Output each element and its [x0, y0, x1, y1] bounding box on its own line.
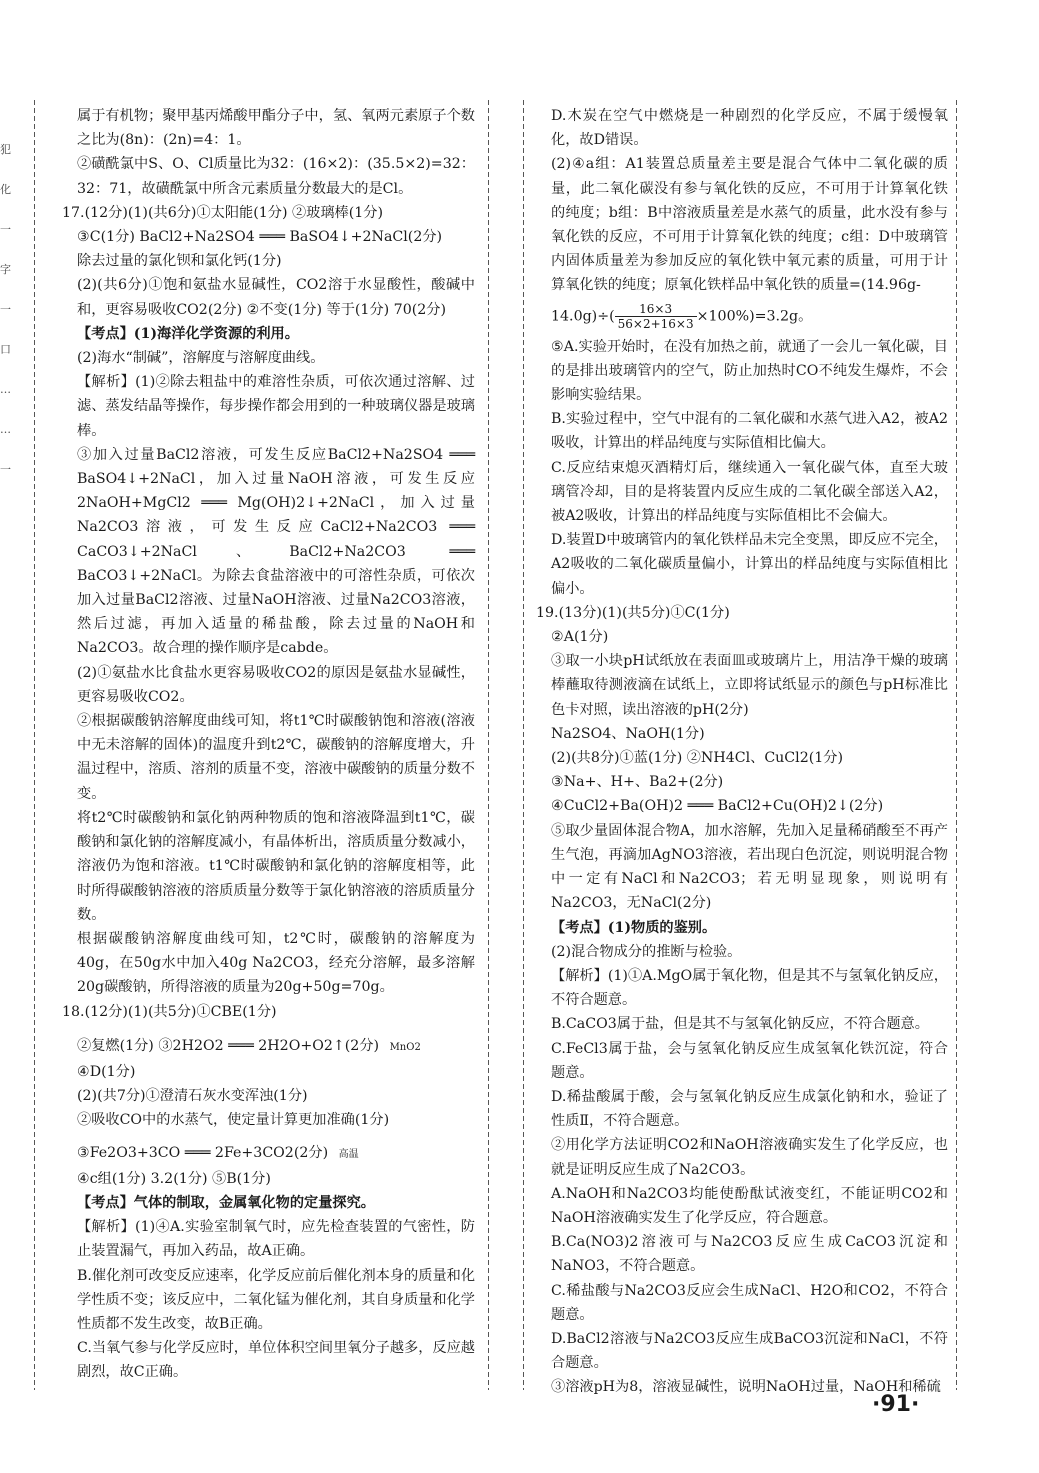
- jiexi-paragraph: B.CaCO3属于盐，但是其不与氢氧化钠反应，不符合题意。: [551, 1016, 929, 1033]
- margin-glyph: 字: [0, 263, 11, 276]
- jiexi-paragraph: ③溶液pH为8，溶液显碱性，说明NaOH过量，NaOH和稀硫: [551, 1379, 941, 1396]
- jiexi-paragraph: A.NaOH和Na2CO3均能使酚酞试液变红，不能证明CO2和NaOH溶液确实发生了化学反应，符合题意。: [551, 1185, 948, 1226]
- margin-glyph: 一: [0, 463, 11, 476]
- fraction-tail: ×100%)=3.2g。: [696, 308, 813, 325]
- margin-glyph: 犯: [0, 143, 11, 156]
- text-line: (2)④a组：A1装置总质量差主要是混合气体中二氧化碳的质量，此二氧化碳没有参与氧化铁的反应，不可用于计算氧化铁的纯度；b组：B中溶液质量差是水蒸气的质量，此水没有参与氧化铁的反应，不可用于计算氧化铁的纯度；c组：D中玻璃管内固体质量差为参加反应的氧化铁中氧元素的质量，可用于计算氧化铁的纯度；原氧化铁样品中氧化铁的质量=(14.96g-: [551, 156, 948, 294]
- binding-cut-line: [34, 100, 35, 1390]
- margin-glyph: 一: [0, 303, 11, 316]
- jiexi-paragraph: (2)①氨盐水比食盐水更容易吸收CO2的原因是氨盐水显碱性，更容易吸收CO2。: [77, 664, 475, 705]
- jiexi-paragraph: B.催化剂可改变反应速率，化学反应前后催化剂本身的质量和化学性质不变；该反应中，二氧化锰为催化剂，其自身质量和化学性质都不发生改变，故B正确。: [77, 1267, 476, 1332]
- column-cut-line: [488, 100, 489, 1390]
- answer-text: ②复燃(1分) ③2H2O2 ═══ 2H2O+O2↑(2分): [77, 1037, 380, 1054]
- answer-line: (2)(共8分)①蓝(1分) ②NH4Cl、CuCl2(1分): [551, 750, 844, 767]
- text-line: ⑤A.实验开始时，在没有加热之前，就通了一会儿一氧化碳，目的是排出玻璃管内的空气，防止加热时CO不纯发生爆炸，不会影响实验结果。: [551, 338, 948, 404]
- text-line: (2)海水“制碱”，溶解度与溶解度曲线。: [77, 350, 325, 367]
- margin-glyph: 化: [0, 183, 11, 196]
- text-line: B.实验过程中，空气中混有的二氧化碳和水蒸气进入A2，被A2吸收，计算出的样品纯度与实际值相比偏大。: [551, 411, 948, 452]
- jiexi-paragraph: ②根据碳酸钠溶解度曲线可知，将t1℃时碳酸钠饱和溶液(溶液中无未溶解的固体)的温度升到t2℃，碳酸钠的溶解度增大，升温过程中，溶质、溶剂的质量不变，溶液中碳酸钠的质量分数不变。: [77, 713, 475, 802]
- margin-glyph: 口: [0, 343, 11, 356]
- answer-line: ②吸收CO中的水蒸气，使定量计算更加准确(1分): [77, 1112, 390, 1129]
- jiexi-paragraph: ②用化学方法证明CO2和NaOH溶液确实发生了化学反应，也就是证明反应生成了Na2CO3。: [551, 1137, 948, 1178]
- text-line: (2)混合物成分的推断与检验。: [551, 943, 742, 960]
- jiexi-paragraph: 将t2℃时碳酸钠和氯化钠两种物质的饱和溶液降温到t1℃，碳酸钠和氯化钠的溶解度减小，有晶体析出，溶质质量分数减小，溶液仍为饱和溶液。t1℃时碳酸钠和氯化钠的溶解度相等，此时所得碳酸钠溶液的溶质质量分数等于氯化钠溶液的溶质质量分数。: [77, 809, 475, 923]
- answer-line: ⑤取少量固体混合物A，加水溶解，先加入足量稀硝酸至不再产生气泡，再滴加AgNO3溶液，若出现白色沉淀，则说明混合物中一定有NaCl和Na2CO3；若无明显现象，则说明有Na2CO3，无NaCl(2分): [551, 822, 948, 912]
- answer-line: [62, 1141, 475, 1167]
- text-line: D.木炭在空气中燃烧是一种剧烈的化学反应，不属于缓慢氧化，故D错误。: [551, 108, 948, 149]
- jiexi-paragraph: ③加入过量BaCl2溶液，可发生反应BaCl2+Na2SO4 ═══ BaSO4↓+2NaCl，加入过量NaOH溶液，可发生反应2NaOH+MgCl2 ═══ Mg(OH)2↓+2NaCl，加入过量Na2CO3溶液，可发生反应CaCl2+Na2CO3 ═══ CaCO3↓+2NaCl、BaCl2+Na2CO3 ═══ BaCO3↓+2NaCl。为除去食盐溶液中的可溶性杂质，可依次加入过量BaCl2溶液、过量NaOH溶液、过量Na2CO3溶液，然后过滤，再加入适量的稀盐酸，除去过量的NaOH和Na2CO3。故合理的操作顺序是cabde。: [77, 446, 475, 657]
- answer-line: ②A(1分): [551, 629, 609, 646]
- answer-line: (2)(共7分)①澄清石灰水变浑浊(1分): [77, 1088, 308, 1105]
- answer-text: ③Fe2O3+3CO ═══ 2Fe+3CO2(2分): [77, 1144, 329, 1161]
- catalyst-label: [390, 1036, 421, 1060]
- kaodian-label: 【考点】(1)物质的鉴别。: [551, 919, 717, 936]
- jiexi-paragraph: 【解析】(1)②除去粗盐中的难溶性杂质，可依次通过溶解、过滤、蒸发结晶等操作，每步操作都会用到的一种玻璃仪器是玻璃棒。: [77, 374, 475, 439]
- fraction-line: [536, 302, 948, 331]
- fraction-denominator: 56×2+16×3: [617, 316, 694, 331]
- jiexi-paragraph: 根据碳酸钠溶解度曲线可知，t2℃时，碳酸钠的溶解度为40g，在50g水中加入40g Na2CO3，经充分溶解，最多溶解20g碳酸钠，所得溶液的质量为20g+50g=70g。: [77, 930, 475, 996]
- margin-fragments: [0, 130, 10, 490]
- question-17-header: 17.(12分)(1)(共6分)①太阳能(1分) ②玻璃棒(1分): [62, 204, 384, 221]
- jiexi-paragraph: 【解析】(1)④A.实验室制氧气时，应先检查装置的气密性，防止装置漏气，再加入药品，故A正确。: [77, 1219, 475, 1260]
- page-number: ·91·: [872, 1392, 920, 1417]
- text-line: ②磺酰氯中S、O、Cl质量比为32：(16×2)：(35.5×2)=32：32：71，故磺酰氯中所含元素质量分数最大的是Cl。: [77, 156, 475, 197]
- jiexi-paragraph: D.稀盐酸属于酸，会与氢氧化钠反应生成氯化钠和水，验证了性质Ⅱ，不符合题意。: [551, 1088, 948, 1130]
- fraction-lead: 14.0g)÷(: [551, 308, 615, 325]
- answer-line: ③取一小块pH试纸放在表面皿或玻璃片上，用洁净干燥的玻璃棒蘸取待测液滴在试纸上，立即将试纸显示的颜色与pH标准比色卡对照，读出溶液的pH(2分): [551, 653, 948, 718]
- jiexi-paragraph: C.当氧气参与化学反应时，单位体积空间里氧分子越多，反应越剧烈，故C正确。: [77, 1340, 475, 1381]
- answer-line: ④CuCl2+Ba(OH)2 ═══ BaCl2+Cu(OH)2↓(2分): [551, 798, 884, 815]
- catalyst-text: MnO2: [389, 1041, 421, 1053]
- answer-line: [62, 1034, 475, 1060]
- answer-line: (2)(共6分)①饱和氨盐水显碱性，CO2溶于水显酸性，酸碱中和，更容易吸收CO2(2分) ②不变(1分) 等于(1分) 70(2分): [77, 277, 475, 318]
- text-line: 属于有机物；聚甲基丙烯酸甲酯分子中，氢、氧两元素原子个数之比为(8n)：(2n)=4：1。: [77, 108, 475, 149]
- fraction: [615, 302, 697, 331]
- column-cut-line: [956, 100, 957, 1390]
- condition-label: 高温: [338, 1148, 359, 1160]
- text-line: C.反应结束熄灭酒精灯后，继续通入一氧化碳气体，直至大玻璃管冷却，目的是将装置内反应生成的二氧化碳全部送入A2，被A2吸收，计算出的样品纯度与实际值相比不会偏大。: [551, 459, 948, 525]
- answer-line: ④D(1分): [77, 1063, 136, 1080]
- margin-glyph: 一: [0, 223, 11, 236]
- column-cut-line: [523, 100, 524, 1390]
- answer-line: Na2SO4、NaOH(1分): [551, 725, 705, 742]
- jiexi-paragraph: D.BaCl2溶液与Na2CO3反应生成BaCO3沉淀和NaCl，不符合题意。: [551, 1330, 948, 1372]
- jiexi-paragraph: C.FeCl3属于盐，会与氢氧化钠反应生成氢氧化铁沉淀，符合题意。: [551, 1040, 948, 1081]
- answer-line: ③Na+、H+、Ba2+(2分): [551, 774, 724, 791]
- margin-glyph: …: [0, 383, 11, 396]
- left-column: [62, 104, 475, 1385]
- kaodian-label: 【考点】(1)海洋化学资源的利用。: [77, 325, 299, 342]
- answer-line: ④c组(1分) 3.2(1分) ⑤B(1分): [77, 1170, 271, 1187]
- answer-line: 除去过量的氯化钡和氯化钙(1分): [77, 253, 282, 270]
- question-18-header: 18.(12分)(1)(共5分)①CBE(1分): [62, 1003, 277, 1020]
- jiexi-paragraph: 【解析】(1)①A.MgO属于氧化物，但是其不与氢氧化钠反应，不符合题意。: [551, 967, 948, 1009]
- text-line: D.装置D中玻璃管内的氧化铁样品未完全变黑，即反应不完全，A2吸收的二氧化碳质量偏小，计算出的样品纯度与实际值相比偏小。: [551, 532, 948, 597]
- margin-glyph: …: [0, 423, 11, 436]
- answer-line: ③C(1分) BaCl2+Na2SO4 ═══ BaSO4↓+2NaCl(2分): [77, 229, 443, 246]
- jiexi-paragraph: B.Ca(NO3)2溶液可与Na2CO3反应生成CaCO3沉淀和NaNO3，不符合题意。: [551, 1234, 948, 1275]
- kaodian-label: 【考点】气体的制取，金属氧化物的定量探究。: [77, 1194, 375, 1211]
- jiexi-paragraph: C.稀盐酸与Na2CO3反应会生成NaCl、H2O和CO2，不符合题意。: [551, 1282, 948, 1323]
- fraction-numerator: 16×3: [615, 302, 697, 317]
- question-19-header: 19.(13分)(1)(共5分)①C(1分): [536, 604, 730, 621]
- right-column: [536, 104, 948, 1400]
